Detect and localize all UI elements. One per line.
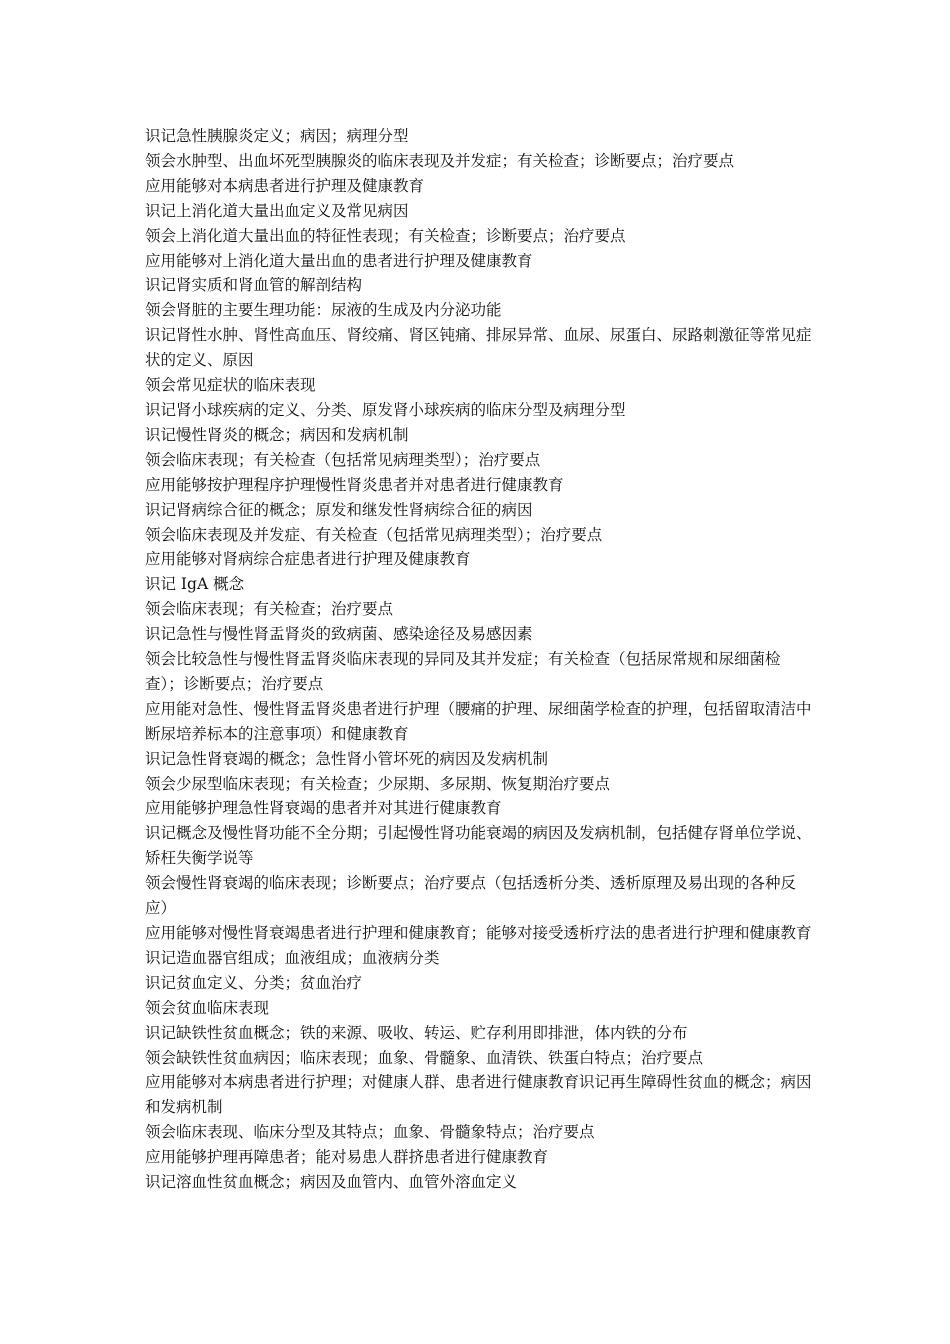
text-line: 识记贫血定义、分类；贫血治疗 [145,973,363,992]
text-line: 应用能够护理急性肾衰竭的患者并对其进行健康教育 [145,799,502,818]
text-line: 识记肾病综合征的概念；原发和继发性肾病综合征的病因 [145,500,533,519]
document-body [145,124,817,1195]
text-line: 识记急性与慢性肾盂肾炎的致病菌、感染途径及易感因素 [145,625,533,644]
text-line: 应用能够对本病患者进行护理；对健康人群、患者进行健康教育识记再生障碍性贫血的概念；病因和发病机制 [145,1073,812,1117]
text-line: 识记慢性肾炎的概念；病因和发病机制 [145,425,409,444]
text-line: 领会缺铁性贫血病因；临床表现；血象、骨髓象、血清铁、铁蛋白特点；治疗要点 [145,1048,704,1067]
text-line: 识记溶血性贫血概念；病因及血管内、血管外溶血定义 [145,1173,518,1192]
text-line: 应用能够对肾病综合症患者进行护理及健康教育 [145,550,471,569]
text-line: 识记肾性水肿、肾性高血压、肾绞痛、肾区钝痛、排尿异常、血尿、尿蛋白、尿路刺激征等常见症状的定义、原因 [145,326,812,370]
text-line: 识记急性肾衰竭的概念；急性肾小管坏死的病因及发病机制 [145,749,549,768]
text-line: 领会少尿型临床表现；有关检查；少尿期、多尿期、恢复期治疗要点 [145,774,611,793]
text-line: 识记上消化道大量出血定义及常见病因 [145,201,409,220]
text-line: 应用能对急性、慢性肾盂肾炎患者进行护理（腰痛的护理、尿细菌学检查的护理，包括留取清洁中断尿培养标本的注意事项）和健康教育 [145,699,812,743]
text-line: 识记 IgA 概念 [145,575,245,594]
text-line: 领会上消化道大量出血的特征性表现；有关检查；诊断要点；治疗要点 [145,226,626,245]
text-line: 应用能够对上消化道大量出血的患者进行护理及健康教育 [145,251,533,270]
text-line: 领会临床表现；有关检查（包括常见病理类型）；治疗要点 [145,450,541,469]
text-line: 领会水肿型、出血坏死型胰腺炎的临床表现及并发症；有关检查；诊断要点；治疗要点 [145,151,735,170]
text-line: 领会贫血临床表现 [145,998,270,1017]
text-line: 领会比较急性与慢性肾盂肾炎临床表现的异同及其并发症；有关检查（包括尿常规和尿细菌检查）；诊断要点；治疗要点 [145,650,781,693]
text-line: 领会临床表现、临床分型及其特点；血象、骨髓象特点；治疗要点 [145,1123,595,1142]
text-line: 识记急性胰腺炎定义；病因；病理分型 [145,127,409,145]
text-line: 领会常见症状的临床表现 [145,376,316,395]
text-line: 应用能够对本病患者进行护理及健康教育 [145,176,425,195]
text-line: 识记缺铁性贫血概念；铁的来源、吸收、转运、贮存利用即排泄，体内铁的分布 [145,1023,688,1042]
text-line: 领会临床表现及并发症、有关检查（包括常见病理类型）；治疗要点 [145,525,603,544]
text-line: 领会临床表现；有关检查；治疗要点 [145,600,394,619]
text-line: 应用能够按护理程序护理慢性肾炎患者并对患者进行健康教育 [145,475,564,494]
text-line: 识记肾实质和肾血管的解剖结构 [145,276,363,295]
text-line: 识记造血器官组成；血液组成；血液病分类 [145,948,440,967]
text-line: 识记概念及慢性肾功能不全分期；引起慢性肾功能衰竭的病因及发病机制，包括健存肾单位学说、矫枉失衡学说等 [145,824,812,868]
text-line: 应用能够对慢性肾衰竭患者进行护理和健康教育；能够对接受透析疗法的患者进行护理和健康教育 [145,924,812,942]
text-line: 领会慢性肾衰竭的临床表现；诊断要点；治疗要点（包括透析分类、透析原理及易出现的各种反应） [145,874,797,918]
text-line: 识记肾小球疾病的定义、分类、原发肾小球疾病的临床分型及病理分型 [145,400,626,419]
text-line: 应用能够护理再障患者；能对易患人群挤患者进行健康教育 [145,1148,549,1167]
text-line: 领会肾脏的主要生理功能：尿液的生成及内分泌功能 [145,301,502,320]
